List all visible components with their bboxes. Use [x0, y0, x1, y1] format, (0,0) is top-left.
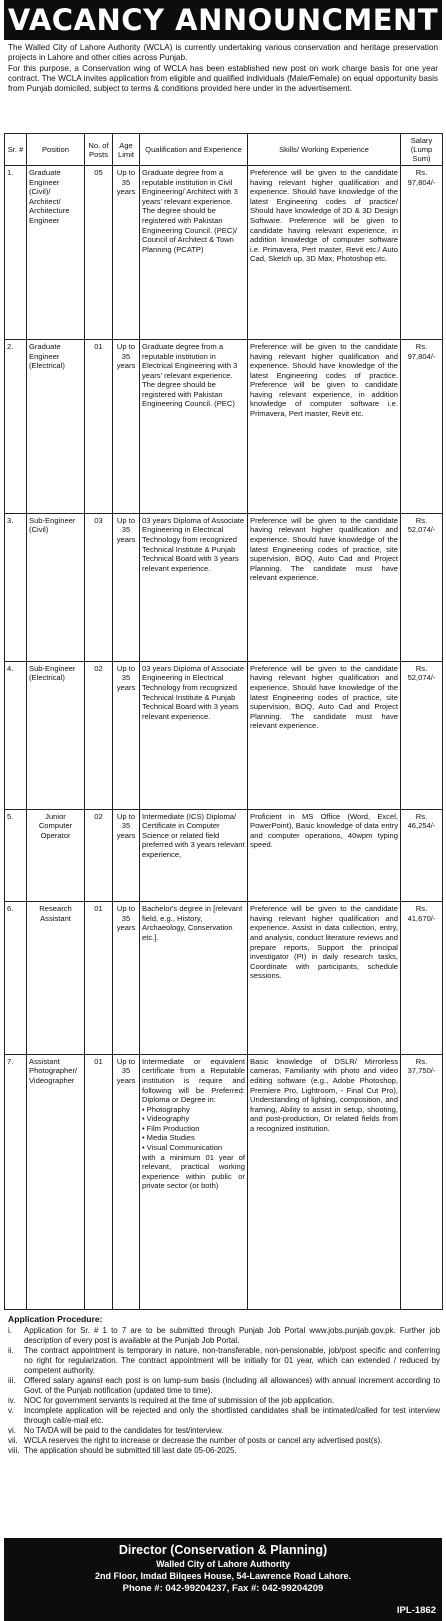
- table-row: [5, 166, 443, 340]
- header-skills: Skills/ Working Experience: [248, 134, 401, 166]
- cell-qualification: Intermediate (ICS) Diploma/ Certificate in Computer Science or related field preferred with 3 years relevant experience,: [140, 809, 248, 902]
- ad-title: VACANCY ANNOUNCMENT: [4, 0, 442, 40]
- cell-posts: 05: [85, 166, 113, 340]
- cell-age: Up to 35 years: [113, 339, 140, 513]
- list-item: [8, 1436, 440, 1446]
- table-header-row: [5, 134, 443, 166]
- header-sr: Sr. #: [5, 134, 27, 166]
- intro-paragraph-2: For this purpose, a Conservation wing of WCLA has been established new post on work charge basis for one year contract. The WCLA invites application from eligible and qualified individuals (Male/Female) on equal opportunity basis from Punjab domiciled, subject to terms & conditions provided here under in the advertisement.: [8, 63, 438, 94]
- header-salary: Salary (Lump Sum): [401, 134, 443, 166]
- item-text: Incomplete application will be rejected and only the shortlisted candidates shall be intimated/called for test interview through call/e-mail etc.: [24, 1406, 440, 1425]
- cell-qualification: [140, 1054, 248, 1309]
- cell-salary: Rs. 52,074/-: [401, 661, 443, 809]
- qualification-list: [142, 1105, 245, 1153]
- cell-skills: Preference will be given to the candidate having relevant higher qualification and experience. Should have knowledge of the latest Engineering codes of practice, site supervision, BOQ, Auto Cad and Project Planning. The candidate must have relevant experience.: [248, 661, 401, 809]
- cell-qualification: Bachelor's degree in [relevant field, e.g., History, Archaeology, Conservation etc.].: [140, 902, 248, 1054]
- list-item: [8, 1446, 440, 1456]
- intro-text: [4, 40, 442, 143]
- item-number: iii.: [8, 1376, 16, 1385]
- list-item: • Film Production: [142, 1124, 245, 1134]
- cell-salary: Rs. 97,804/-: [401, 166, 443, 340]
- list-item: [8, 1346, 440, 1376]
- item-text: The application should be submitted till last date 05-06-2025.: [24, 1446, 237, 1455]
- cell-age: Up to 35 years: [113, 513, 140, 661]
- ipl-number: IPL-1862: [396, 1605, 436, 1616]
- cell-qualification: Graduate degree from a reputable institution in Civil Engineering/ Architect with 3 years' relevant experience. The degree should be registered with Pakistan Engineering Council. (PEC)/ Council of Architect & Town Planning (PCATP): [140, 166, 248, 340]
- vacancy-table: [4, 133, 443, 1310]
- list-item: [8, 1426, 440, 1436]
- header-qualification: Qualification and Experience: [140, 134, 248, 166]
- item-text: NOC for government servants is required at the time of submission of the job application.: [24, 1396, 335, 1405]
- cell-qualification: Graduate degree from a reputable institution in Electrical Engineering with 3 years' relevant experience. The degree should be registered with Pakistan Engineering Council. (PEC): [140, 339, 248, 513]
- item-number: iv.: [8, 1396, 16, 1405]
- cell-skills: Preference will be given to the candidate having relevant higher qualification and experience. Should have knowledge of the latest Engineering codes of practice/ Should have knowledge of 2D & 3D Design Software. Preference will be given to candidate having relevant experience, in addition knowledge of computer software i.e. Primavera, Pert master, Revit etc./ Auto Cad, Sketch up, 3D Max, Photoshop etc.: [248, 166, 401, 340]
- phone-fax: Phone #: 042-99204237, Fax #: 042-99204209: [122, 1583, 324, 1594]
- qualification-outro: with a minimum 01 year of relevant, practical working experience within public or private sector (or both): [142, 1152, 245, 1191]
- list-item: • Media Studies: [142, 1133, 245, 1143]
- cell-age: Up to 35 years: [113, 1054, 140, 1309]
- item-number: vii.: [8, 1436, 18, 1445]
- list-item: • Visual Communication: [142, 1143, 245, 1153]
- list-item: [8, 1406, 440, 1426]
- cell-age: Up to 35 years: [113, 809, 140, 902]
- header-position: Position: [27, 134, 85, 166]
- item-number: vi.: [8, 1426, 16, 1435]
- cell-posts: 03: [85, 513, 113, 661]
- footer-contact-block: [4, 1538, 442, 1621]
- item-text: No TA/DA will be paid to the candidates for test/interview.: [24, 1426, 224, 1435]
- item-number: viii.: [8, 1446, 20, 1455]
- item-text: Application for Sr. # 1 to 7 are to be submitted through Punjab Job Portal www.jobs.punjab.gov.pk. Further job description of every post is available at the Punjab Job Portal.: [24, 1326, 440, 1345]
- item-number: ii.: [8, 1346, 14, 1355]
- procedure-title: Application Procedure:: [8, 1314, 103, 1324]
- cell-sr: 5.: [5, 809, 27, 902]
- table-row: [5, 661, 443, 809]
- item-number: i.: [8, 1326, 12, 1335]
- cell-position: Sub-Engineer (Electrical): [27, 661, 85, 809]
- table-row: [5, 339, 443, 513]
- table-row: [5, 902, 443, 1054]
- cell-position: Assistant Photographer/ Videographer: [27, 1054, 85, 1309]
- cell-qualification: 03 years Diploma of Associate Engineering in Electrical Technology from recognized Technical Institute & Punjab Technical Board with 3 years relevant experience.: [140, 661, 248, 809]
- cell-position: Sub-Engineer (Civil): [27, 513, 85, 661]
- intro-paragraph-1: The Walled City of Lahore Authority (WCLA) is currently undertaking various conservation and heritage preservation projects in Lahore and other cities across Punjab.: [8, 43, 438, 63]
- list-item: [8, 1376, 440, 1396]
- address: 2nd Floor, Imdad Bilqees House, 54-Lawrence Road Lahore.: [94, 1571, 352, 1581]
- cell-qualification: 03 years Diploma of Associate Engineering in Electrical Technology from recognized Technical Institute & Punjab Technical Board with 3 years relevant experience.: [140, 513, 248, 661]
- qualification-intro: Intermediate or equivalent certificate from a Reputable institution is require and following will be Preferred: Diploma or Degree in:: [142, 1056, 245, 1105]
- cell-posts: 02: [85, 809, 113, 902]
- cell-sr: 7.: [5, 1054, 27, 1309]
- cell-skills: Proficient in MS Office (Word, Excel, PowerPoint), Basic knowledge of data entry and computer operations, 40wpm typing speed.: [248, 809, 401, 902]
- cell-salary: Rs. 97,804/-: [401, 339, 443, 513]
- cell-position: Graduate Engineer (Electrical): [27, 339, 85, 513]
- cell-salary: Rs. 46,254/-: [401, 809, 443, 902]
- list-item: • Photography: [142, 1105, 245, 1115]
- table-row: [5, 513, 443, 661]
- application-procedure: [8, 1314, 440, 1456]
- list-item: [8, 1396, 440, 1406]
- cell-skills: Basic knowledge of DSLR/ Mirrorless cameras, Familiarity with photo and video editing software (e.g., Adobe Photoshop, Premiere Pro, Lightroom, - Final Cut Pro), Understanding of lighting, composition, and framing, Ability to assist in setup, shooting, and post-production, Or related fields from a recognized institution.: [248, 1054, 401, 1309]
- cell-age: Up to 35 years: [113, 902, 140, 1054]
- table-row: [5, 809, 443, 902]
- cell-salary: Rs. 37,750/-: [401, 1054, 443, 1309]
- organization-name: Walled City of Lahore Authority: [156, 1559, 290, 1569]
- cell-sr: 3.: [5, 513, 27, 661]
- cell-salary: Rs. 41,670/-: [401, 902, 443, 1054]
- header-posts: No. of Posts: [85, 134, 113, 166]
- cell-age: Up to 35 years: [113, 166, 140, 340]
- cell-skills: Preference will be given to the candidate having relevant higher qualification and experience. Should have knowledge of the latest Engineering codes of practice. Preference will be given to candidate having relevant experience, in addition knowledge of computer software i.e. Primavera, Pert master, Revit etc.: [248, 339, 401, 513]
- table-row: [5, 1054, 443, 1309]
- item-text: WCLA reserves the right to increase or decrease the number of posts or cancel any advertised post(s).: [24, 1436, 383, 1445]
- cell-age: Up to 35 years: [113, 661, 140, 809]
- cell-position: Junior Computer Operator: [27, 809, 85, 902]
- cell-posts: 01: [85, 902, 113, 1054]
- cell-sr: 4.: [5, 661, 27, 809]
- cell-sr: 1.: [5, 166, 27, 340]
- cell-posts: 01: [85, 339, 113, 513]
- header-age: Age Limit: [113, 134, 140, 166]
- cell-position: Graduate Engineer (Civil)/ Architect/ Architecture Engineer: [27, 166, 85, 340]
- cell-posts: 01: [85, 1054, 113, 1309]
- list-item: • Videography: [142, 1114, 245, 1124]
- item-text: Offered salary against each post is on lump-sum basis (Including all allowances) with annual increment according to Govt. of the Punjab notification (updated time to time).: [24, 1376, 440, 1395]
- cell-sr: 6.: [5, 902, 27, 1054]
- cell-position: Research Assistant: [27, 902, 85, 1054]
- director-designation: Director (Conservation & Planning): [118, 1543, 328, 1557]
- cell-skills: Preference will be given to the candidate having relevant higher qualification and experience. Should have knowledge of the latest Engineering codes of practice, site supervision, BOQ, Auto Cad and Project Planning. The candidate must have relevant experience.: [248, 513, 401, 661]
- cell-sr: 2.: [5, 339, 27, 513]
- list-item: [8, 1326, 440, 1346]
- cell-skills: Preference will be given to the candidate having relevant higher qualification and experience. Assist in data collection, entry, and analysis, conduct literature reviews and prepare reports, Support the principal investigator (PI) in daily research tasks, Coordinate with participants, schedule sessions.: [248, 902, 401, 1054]
- cell-salary: Rs. 52,074/-: [401, 513, 443, 661]
- cell-posts: 02: [85, 661, 113, 809]
- item-number: v.: [8, 1406, 14, 1415]
- item-text: The contract appointment is temporary in nature, non-transferable, non-pensionable, job/post specific and conferring no right for regularization. The contract appointment will be initially for 01 year, which can extended / reduced by competent authority.: [24, 1346, 440, 1375]
